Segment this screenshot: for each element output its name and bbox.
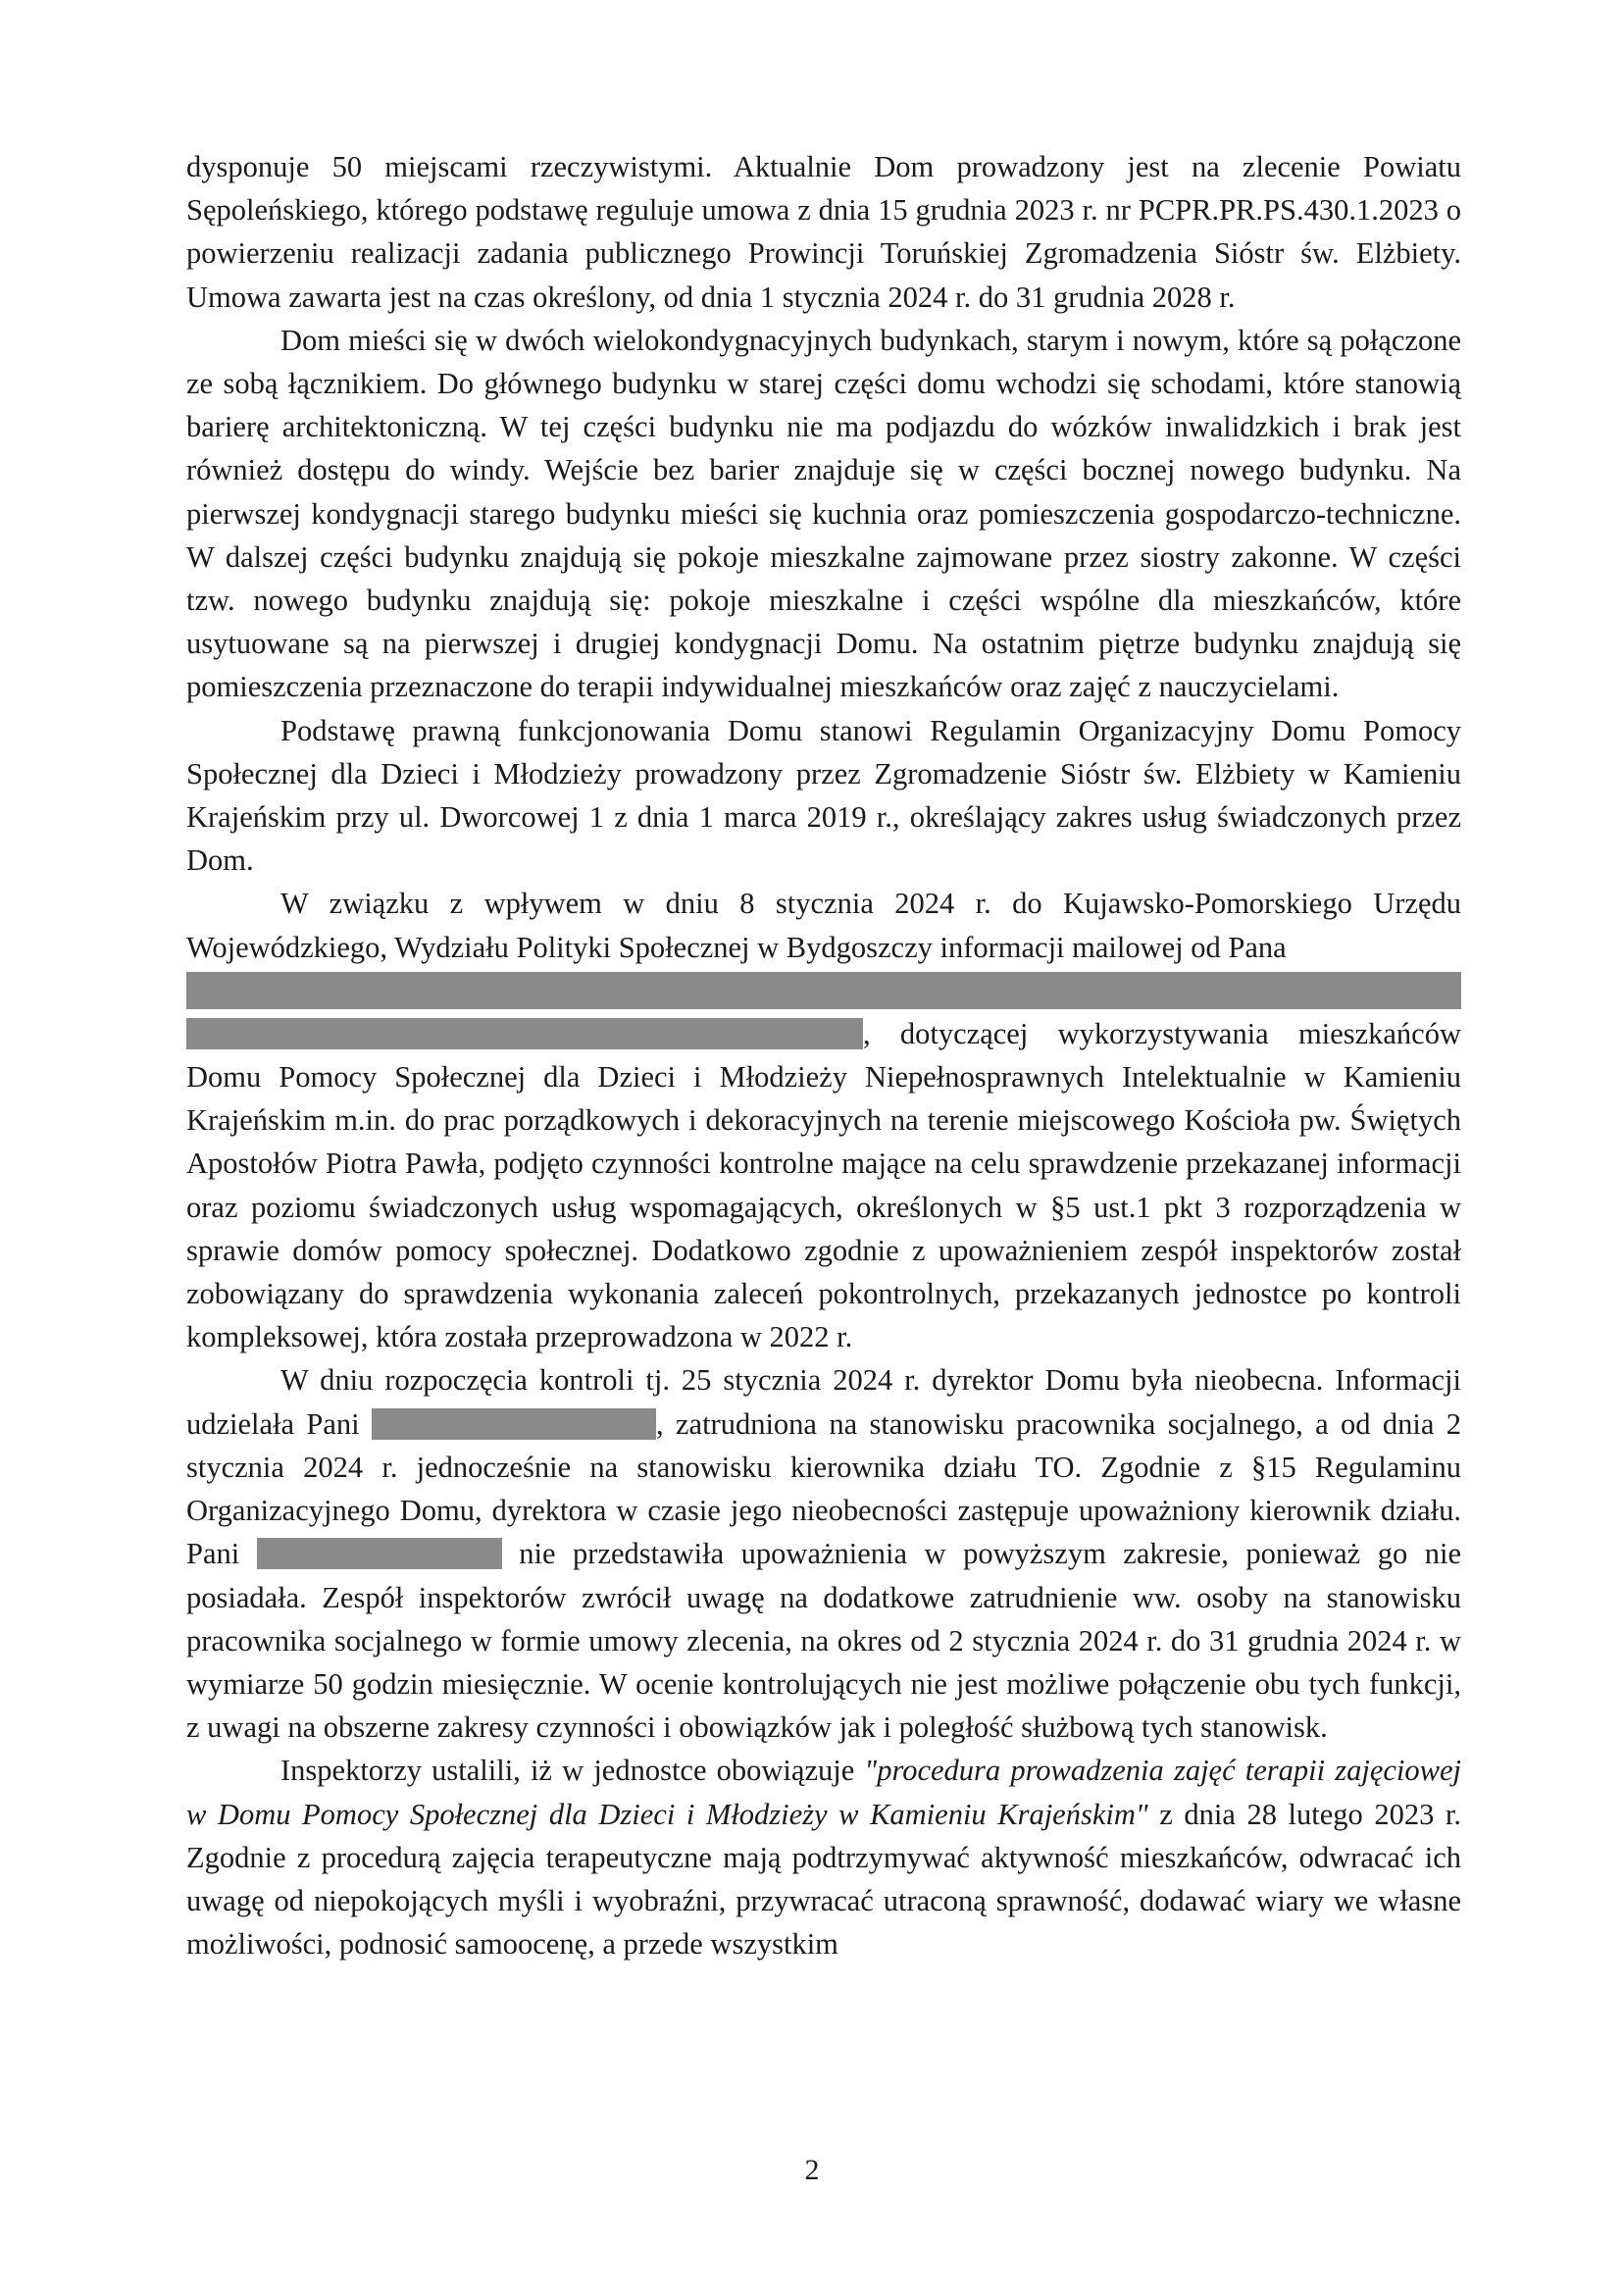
page-number: 2 [804, 2154, 820, 2186]
paragraph-2: Dom mieści się w dwóch wielokondygnacyjnych budynkach, starym i nowym, które są połączone ze sobą łącznikiem. Do głównego budynku w starej części domu wchodzi się schodami, które stanowią barierę architektoniczną. W tej części budynku nie ma podjazdu do wózków inwalidzkich i brak jest również dostępu do windy. Wejście bez barier znajduje się w części bocznej nowego budynku. Na pierwszej kondygnacji starego budynku mieści się kuchnia oraz pomieszczenia gospodarczo-techniczne. W dalszej części budynku znajdują się pokoje mieszkalne zajmowane przez siostry zakonne. W części tzw. nowego budynku znajdują się: pokoje mieszkalne i części wspólne dla mieszkańców, które usytuowane są na pierwszej i drugiej kondygnacji Domu. Na ostatnim piętrze budynku znajdują się pomieszczenia przeznaczone do terapii indywidualnej mieszkańców oraz zajęć z nauczycielami. [186, 323, 1461, 704]
paragraph-5-middle: , zatrudniona na stanowisku pracownika socjalnego, a od dnia 2 stycznia 2024 r. jednocześnie na stanowisku kierownika działu TO. Zgodnie z §15 Regulaminu Organizacyjnego Domu, dyrektora w czasie jego nieobecności zastępuje upoważniony kierownik działu. Pani [186, 1406, 1461, 1571]
paragraph-6-rest: z dnia 28 lutego 2023 r. Zgodnie z procedurą zajęcia terapeutyczne mają podtrzymywać aktywność mieszkańców, odwracać ich uwagę od niepokojących myśli i wyobraźni, przywracać utraconą sprawność, dodawać wiary we własne możliwości, podnosić samoocenę, a przede wszystkim [186, 1797, 1461, 1962]
procedure-title: "procedura prowadzenia zajęć terapii zajęciowej w Domu Pomocy Społecznej dla Dzieci i Młodzieży w Kamieniu Krajeńskim" [186, 1754, 1462, 1831]
paragraph-4-start: W związku z wpływem w dniu 8 stycznia 2024 r. do Kujawsko-Pomorskiego Urzędu Wojewódzkiego, Wydziału Polityki Społecznej w Bydgoszczy informacji mailowej od Pana [186, 887, 1461, 964]
paragraph-5 [186, 1358, 1461, 1749]
paragraph-5-start: W dniu rozpoczęcia kontroli tj. 25 stycznia 2024 r. dyrektor Domu była nieobecna. Informacji udzielała Pani [186, 1363, 1461, 1441]
paragraph-6-start: Inspektorzy ustalili, iż w jednostce obowiązuje [280, 1754, 855, 1788]
redaction-block [257, 1538, 502, 1569]
redaction-block [186, 1018, 863, 1049]
paragraph-4-rest: , dotyczącej wykorzystywania mieszkańców Domu Pomocy Społecznej dla Dzieci i Młodzieży Niepełnosprawnych Intelektualnie w Kamieniu Krajeńskim m.in. do prac porządkowych i dekoracyjnych na terenie miejscowego Kościoła pw. Świętych Apostołów Piotra Pawła, podjęto czynności kontrolne mające na celu sprawdzenie przekazanej informacji oraz poziomu świadczonych usług wspomagających, określonych w §5 ust.1 pkt 3 rozporządzenia w sprawie domów pomocy społecznej. Dodatkowo zgodnie z upoważnieniem zespół inspektorów został zobowiązany do sprawdzenia wykonania zaleceń pokontrolnych, przekazanych jednostce po kontroli kompleksowej, która została przeprowadzona w 2022 r. [186, 1016, 1461, 1354]
paragraph-6 [186, 1749, 1461, 1965]
redaction-block [186, 972, 1461, 1009]
paragraph-1: dysponuje 50 miejscami rzeczywistymi. Aktualnie Dom prowadzony jest na zlecenie Powiatu Sępoleńskiego, którego podstawę reguluje umowa z dnia 15 grudnia 2023 r. nr PCPR.PR.PS.430.1.2023 o powierzeniu realizacji zadania publicznego Prowincji Toruńskiej Zgromadzenia Sióstr św. Elżbiety. Umowa zawarta jest na czas określony, od dnia 1 stycznia 2024 r. do 31 grudnia 2028 r. [186, 150, 1461, 314]
paragraph-4 [186, 882, 1461, 1358]
paragraph-3: Podstawę prawną funkcjonowania Domu stanowi Regulamin Organizacyjny Domu Pomocy Społecznej dla Dzieci i Młodzieży prowadzony przez Zgromadzenie Sióstr św. Elżbiety w Kamieniu Krajeńskim przy ul. Dworcowej 1 z dnia 1 marca 2019 r., określający zakres usług świadczonych przez Dom. [186, 713, 1461, 878]
document-body [186, 145, 1461, 1965]
redaction-block [372, 1408, 656, 1440]
paragraph-5-rest: nie przedstawiła upoważnienia w powyższym zakresie, ponieważ go nie posiadała. Zespół inspektorów zwrócił uwagę na dodatkowe zatrudnienie ww. osoby na stanowisku pracownika socjalnego w formie umowy zlecenia, na okres od 2 stycznia 2024 r. do 31 grudnia 2024 r. w wymiarze 50 godzin miesięcznie. W ocenie kontrolujących nie jest możliwe połączenie obu tych funkcji, z uwagi na obszerne zakresy czynności i obowiązków jak i poległość służbową tych stanowisk. [186, 1537, 1461, 1745]
